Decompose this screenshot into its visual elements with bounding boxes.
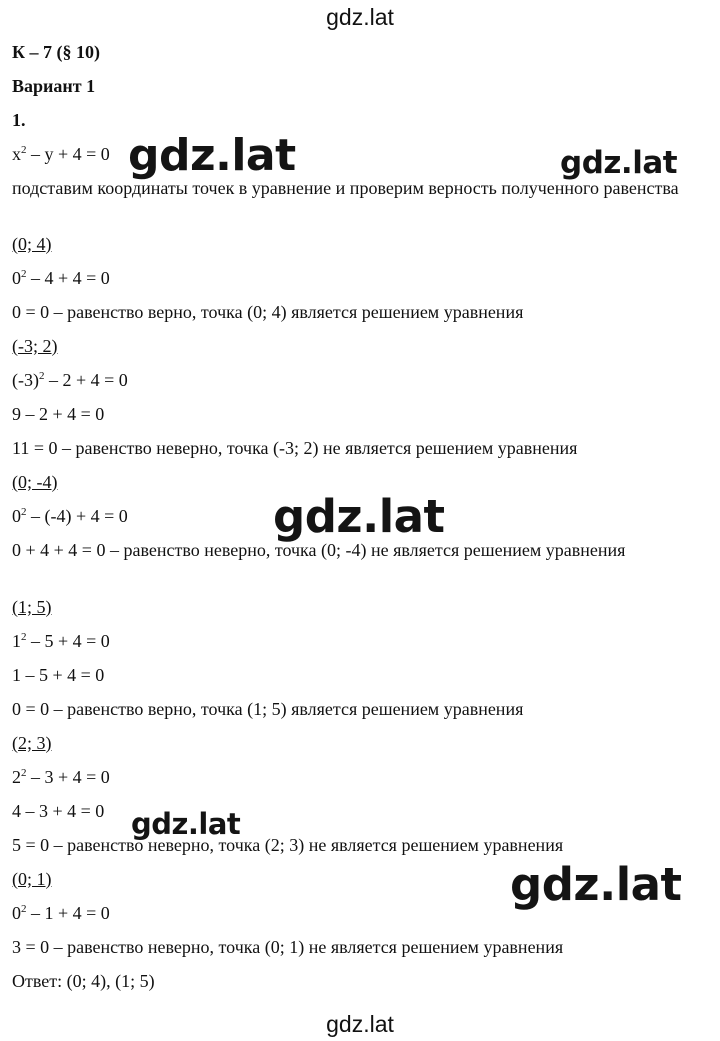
substitution-line: $0^2 - (-4) + 4 = 0$	[12, 506, 128, 526]
simplification-line: 9 – 2 + 4 = 0	[12, 404, 105, 424]
site-header-text: gdz.lat	[326, 4, 394, 30]
intro-text: подставим координаты точек в уравнение и проверим верность полученного равенства	[12, 178, 679, 198]
watermark-logo: gdz.lat	[128, 130, 296, 181]
equation: $x^2 - y + 4 = 0$	[12, 144, 110, 164]
conclusion-line: 3 = 0 – равенство неверно, точка (0; 1) не является решением уравнения	[12, 937, 564, 957]
worksheet-title: К – 7 (§ 10)	[12, 42, 101, 62]
conclusion-line: 0 = 0 – равенство верно, точка (1; 5) является решением уравнения	[12, 699, 524, 719]
substitution-line: $0^2 - 4 + 4 = 0$	[12, 268, 110, 288]
conclusion-line: 5 = 0 – равенство неверно, точка (2; 3) не является решением уравнения	[12, 835, 564, 855]
watermark-logo: gdz.lat	[510, 858, 682, 911]
substitution-line: $0^2 - 1 + 4 = 0$	[12, 903, 110, 923]
conclusion-line: 0 + 4 + 4 = 0 – равенство неверно, точка (0; -4) не является решением уравнения	[12, 540, 626, 560]
conclusion-line: 0 = 0 – равенство верно, точка (0; 4) является решением уравнения	[12, 302, 524, 322]
substitution-line: $1^2 - 5 + 4 = 0$	[12, 631, 110, 651]
conclusion-line: 11 = 0 – равенство неверно, точка (-3; 2) не является решением уравнения	[12, 438, 578, 458]
point-label: (0; 4)	[12, 234, 52, 254]
answer-line: Ответ: (0; 4), (1; 5)	[12, 971, 155, 991]
point-label: (0; -4)	[12, 472, 58, 492]
substitution-line: $2^2 - 3 + 4 = 0$	[12, 767, 110, 787]
point-label: (1; 5)	[12, 597, 52, 617]
watermark-logo: gdz.lat	[131, 807, 241, 841]
variant-heading: Вариант 1	[12, 76, 96, 96]
point-label: (0; 1)	[12, 869, 52, 889]
point-label: (-3; 2)	[12, 336, 58, 356]
watermark-logo: gdz.lat	[273, 490, 445, 543]
point-label: (2; 3)	[12, 733, 52, 753]
substitution-line: $(-3)^2 - 2 + 4 = 0$	[12, 370, 128, 390]
simplification-line: 4 – 3 + 4 = 0	[12, 801, 105, 821]
task-number: 1.	[12, 110, 26, 130]
watermark-logo: gdz.lat	[560, 145, 678, 181]
site-footer-text: gdz.lat	[326, 1011, 394, 1037]
simplification-line: 1 – 5 + 4 = 0	[12, 665, 105, 685]
